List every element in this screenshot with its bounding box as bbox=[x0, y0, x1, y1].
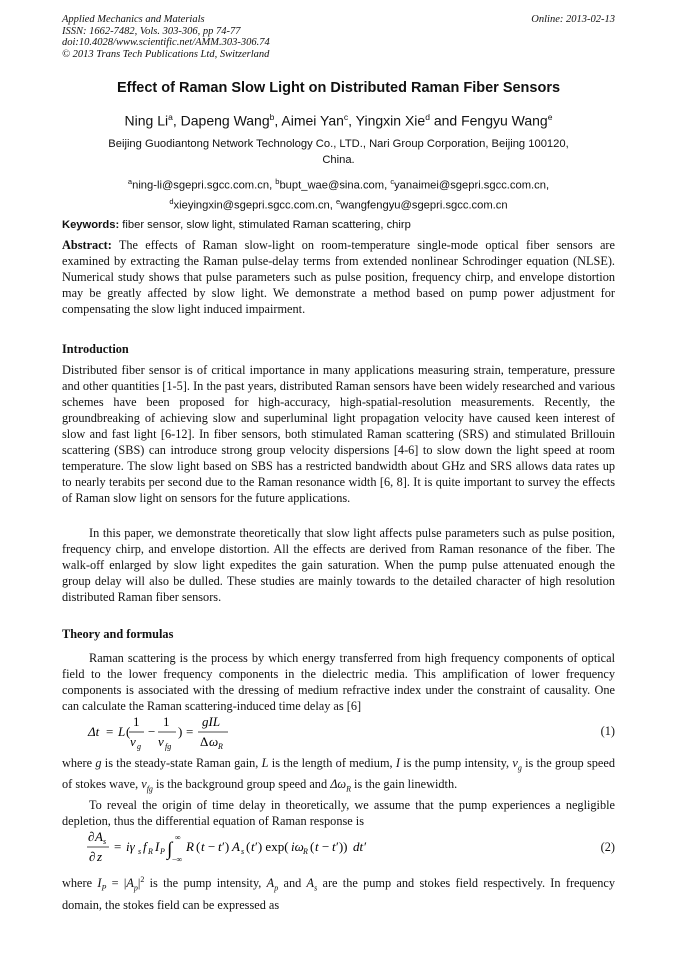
affiliation: Beijing Guodiantong Network Technology Co., LTD., Nari Group Corporation, Beijing 100120, China. bbox=[108, 138, 569, 166]
svg-text:fg: fg bbox=[165, 742, 172, 751]
author-sup: e bbox=[547, 112, 553, 122]
author-name: Dapeng Wang bbox=[180, 112, 270, 129]
svg-text:): ) bbox=[178, 724, 183, 739]
svg-text:R: R bbox=[186, 839, 194, 854]
equation-1-number: (1) bbox=[600, 724, 615, 738]
svg-text:−: − bbox=[148, 724, 156, 739]
svg-text:′)): ′)) bbox=[336, 839, 348, 854]
svg-text:′): ′) bbox=[222, 839, 230, 854]
keywords-text: fiber sensor, slow light, stimulated Raman scattering, chirp bbox=[119, 219, 411, 231]
email-link[interactable]: xieyingxin@sgepri.sgcc.com.cn bbox=[173, 199, 330, 212]
svg-text:R: R bbox=[148, 847, 153, 856]
journal-doi: doi:10.4028/www.scientific.net/AMM.303-306.74 bbox=[62, 37, 270, 48]
svg-text:R: R bbox=[218, 742, 223, 751]
paper-title: Effect of Raman Slow Light on Distributed Raman Fiber Sensors bbox=[116, 80, 561, 96]
email-link[interactable]: wangfengyu@sgepri.sgcc.com.cn bbox=[340, 199, 508, 212]
journal-header bbox=[62, 14, 615, 60]
email-link[interactable]: ning-li@sgepri.sgcc.com.cn bbox=[132, 179, 270, 192]
svg-text:s: s bbox=[103, 837, 107, 846]
keywords-label: Keywords: bbox=[62, 219, 120, 231]
svg-text:ω: ω bbox=[209, 734, 219, 749]
email-link[interactable]: bupt_wae@sina.com bbox=[279, 179, 385, 192]
svg-text:s: s bbox=[138, 847, 142, 856]
online-date: Online: 2013-02-13 bbox=[531, 14, 615, 25]
journal-copyright: © 2013 Trans Tech Publications Ltd, Switzerland bbox=[62, 48, 270, 60]
equation-1-formula bbox=[62, 712, 302, 754]
svg-text:gIL: gIL bbox=[202, 714, 221, 729]
intro-paragraph-2: In this paper, we demonstrate theoretically that slow light affects pulse parameters such as pulse position, frequency chirp, and envelope distortion. All the effects are derived from Raman resonance of the fiber. The walk-off enlarged by slow light expedites the gain saturation. When the pump pulse attenuated enough the group delay will also be dulled. These studies are mainly towards to the detailed character of high resolution distributed Raman fiber sensors. bbox=[62, 526, 615, 604]
svg-text:∂: ∂ bbox=[88, 829, 95, 844]
svg-text:t: t bbox=[332, 839, 336, 854]
svg-text:(: ( bbox=[126, 724, 131, 739]
svg-text:A: A bbox=[232, 839, 240, 854]
author-name: Fengyu Wang bbox=[461, 112, 548, 129]
svg-text:=: = bbox=[114, 839, 122, 854]
svg-text:(: ( bbox=[246, 839, 251, 854]
svg-text:R: R bbox=[303, 847, 308, 856]
svg-text:t: t bbox=[315, 839, 319, 854]
equation-2-number: (2) bbox=[600, 840, 615, 854]
svg-text:−: − bbox=[322, 839, 330, 854]
author-sup: d bbox=[425, 112, 430, 122]
section-heading-introduction: Introduction bbox=[62, 342, 129, 356]
equation-2-formula bbox=[62, 828, 442, 868]
abstract bbox=[62, 237, 615, 317]
keywords bbox=[62, 219, 615, 231]
svg-text:(: ( bbox=[310, 839, 315, 854]
theory-paragraph-2: where g is the steady-state Raman gain, L is the length of medium, I is the pump intensity, $v_g$ is the group speed of stokes wave, $v_{fg}$ is the background group speed and $\Delta\omega_R$ is the gain linewidth. bbox=[62, 756, 615, 794]
svg-text:Δt: Δt bbox=[88, 724, 100, 739]
svg-text:L: L bbox=[118, 724, 126, 739]
svg-text:′) exp(: ′) exp( bbox=[255, 839, 289, 854]
svg-text:I: I bbox=[155, 839, 160, 854]
author-sup: c bbox=[343, 112, 349, 122]
author-name: Ning Li bbox=[124, 112, 169, 129]
svg-text:∂: ∂ bbox=[89, 849, 96, 864]
svg-text:z: z bbox=[97, 849, 103, 864]
author-sup: a bbox=[168, 112, 173, 122]
svg-text:v: v bbox=[130, 734, 136, 749]
author-list: Ning Li$^a$, Dapeng Wang$^b$, Aimei Yan$^c$, Yingxin Xie$^d$ and Fengyu Wang$^e$ bbox=[124, 112, 553, 129]
svg-text:=: = bbox=[186, 724, 194, 739]
svg-text:dt: dt bbox=[353, 839, 364, 854]
svg-text:1: 1 bbox=[133, 714, 140, 729]
svg-text:Δ: Δ bbox=[200, 734, 209, 749]
author-name: Yingxin Xie bbox=[355, 112, 426, 129]
svg-text:iω: iω bbox=[291, 839, 304, 854]
svg-text:−: − bbox=[208, 839, 216, 854]
svg-text:=: = bbox=[106, 724, 114, 739]
svg-text:(: ( bbox=[196, 839, 201, 854]
svg-text:iγ: iγ bbox=[126, 839, 135, 854]
svg-text:A: A bbox=[95, 829, 103, 844]
theory-paragraph-3: To reveal the origin of time delay in theoretically, we assume that the pump experiences a negligible depletion, thus the differential equation of Raman response is bbox=[62, 798, 615, 828]
journal-issn: ISSN: 1662-7482, Vols. 303-306, pp 74-77 bbox=[62, 25, 241, 37]
svg-text:t: t bbox=[201, 839, 205, 854]
svg-text:t: t bbox=[218, 839, 222, 854]
svg-text:s: s bbox=[241, 847, 245, 856]
svg-text:−∞: −∞ bbox=[172, 855, 183, 864]
svg-text:f: f bbox=[143, 839, 147, 854]
svg-text:1: 1 bbox=[163, 714, 170, 729]
svg-text:′: ′ bbox=[364, 839, 367, 854]
svg-text:v: v bbox=[158, 734, 164, 749]
abstract-text: The effects of Raman slow-light on room-temperature single-mode optical fiber sensors are examined by extracting the Raman pulse-delay terms from extended nonlinear Schrodinger equation (NLSE). Numerical study shows that pulse parameters such as pulse position, frequency chirp, and envelope distortion may be greatly affected by slow light. We demonstrate a method based on pump power adjustment for compensating the slow light induced impairment. bbox=[62, 238, 615, 316]
abstract-label: Abstract: bbox=[62, 238, 112, 252]
equation-2 bbox=[62, 828, 615, 868]
journal-name: Applied Mechanics and Materials bbox=[62, 14, 205, 25]
author-sup: b bbox=[269, 112, 275, 122]
intro-paragraph-1: Distributed fiber sensor is of critical importance in many applications measuring strain, temperature, pressure and other quantities [1-5]. In the past years, distributed Raman sensors have been widely researched and various schemes have been proposed for high-accuracy, high-spatial-resolution measurements. Recently, the groundbreaking of achieving slow and superluminal light propagation velocity have caused keen interest of slow and fast light [6-12]. In fiber sensors, both stimulated Raman scattering (SRS) and stimulated Brillouin scattering (SBS) can introduce strong group velocity dispersions [4-6] to slow down the light speed at room temperature. The slow light based on SBS has a restricted bandwidth about GHz and SRS allows data rates up to nearly terabits per second due to the Raman resonance width [6, 8]. It is quite important to survey the effects of Raman slow light on sensors for the future applications. bbox=[62, 363, 615, 505]
svg-text:∞: ∞ bbox=[175, 833, 181, 842]
svg-text:P: P bbox=[160, 847, 165, 856]
theory-paragraph-4: where $I_P = |A_p|^2$ is the pump intensity, $A_p$ and $A_s$ are the pump and stokes field respectively. In frequency domain, the stokes field can be expressed as bbox=[62, 875, 616, 912]
svg-text:t: t bbox=[251, 839, 255, 854]
section-heading-theory: Theory and formulas bbox=[62, 627, 174, 641]
author-emails: $^a$ning-li@sgepri.sgcc.com.cn, $^b$bupt_wae@sina.com, $^c$yanaimei@sgepri.sgcc.com.cn, $^d$xieyingxin@sgepri.sgcc.com.cn, $^e$wangfengyu@sgepri.sgcc.com.cn bbox=[127, 177, 550, 212]
email-link[interactable]: yanaimei@sgepri.sgcc.com.cn bbox=[394, 179, 546, 192]
theory-paragraph-1: Raman scattering is the process by which energy transferred from high frequency components of optical field to the lower frequency components in the dielectric media. This amplification of lower frequency components is associated with the dressing of medium refractive index under the constraint of causality. One can calculate the Raman scattering-induced time delay as [6] bbox=[62, 651, 615, 713]
equation-1 bbox=[62, 712, 615, 752]
svg-text:g: g bbox=[137, 742, 141, 751]
author-name: Aimei Yan bbox=[281, 112, 344, 129]
svg-text:∫: ∫ bbox=[167, 839, 173, 860]
